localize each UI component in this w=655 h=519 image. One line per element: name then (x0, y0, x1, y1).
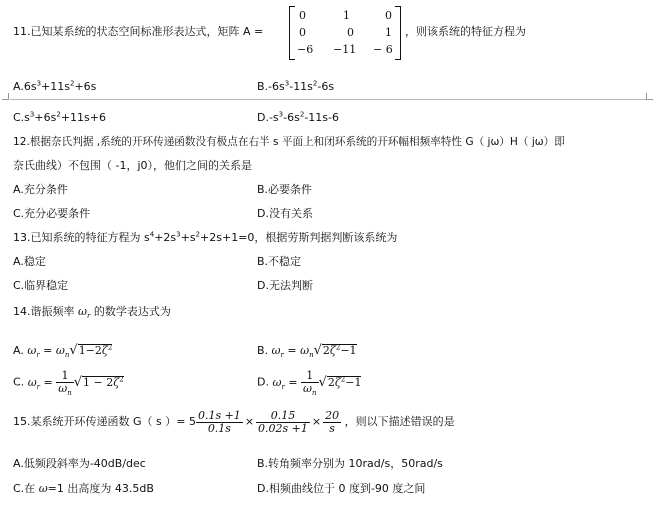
q13-option-d: D.无法判断 (257, 279, 313, 292)
q13-stem: 13.已知系统的特征方程为 $s^4+2s^3+s^2+2s+1=0$，根据劳斯判据判断该系统为 (13, 230, 398, 244)
matrix-cell: − 6 (373, 43, 393, 56)
q12-option-c: C.充分必要条件 (13, 207, 91, 220)
matrix-left-bracket (289, 6, 295, 60)
matrix-cell: −6 (297, 43, 314, 56)
matrix-cell: 1 (343, 9, 350, 22)
q11-option-d: $D.-s^3-6s^2-11s-6$ (257, 110, 339, 124)
q15-option-b: B.转角频率分别为 10rad/s，50rad/s (257, 457, 443, 470)
q12-option-b: B.必要条件 (257, 183, 313, 196)
q15-option-a: A.低频段斜率为-40dB/dec (13, 457, 146, 470)
q12-stem-line1: 12.根据奈氏判据 ,系统的开环传递函数没有极点在右半 s 平面上和闭环系统的开环幅相频率特性 G（ jω）H（ jω）即 (13, 136, 565, 148)
q14-stem: 14.谐振频率 $\omega_r$ 的数学表达式为 (13, 305, 171, 321)
q14-option-c: C. $\omega_r$ = $\frac{1}{\omega_n}$ $√1 - 2\zeta^2$ (13, 369, 124, 398)
page-corner-mark (646, 93, 653, 100)
q15-stem: 15.某系统开环传递函数 G（ s ）= 5 $\frac{0.1s +1}{0.1s}$ × $\frac{0.15}{0.02s +1}$ × $\frac{20}{s}$ ，则以下描述错误的是 (13, 408, 455, 435)
q11-stem-post: ，则该系统的特征方程为 (405, 25, 526, 38)
matrix-cell: 0 (299, 9, 306, 22)
matrix-cell: 0 (299, 26, 306, 39)
q11-option-c: $C.s^3+6s^2+11s+6$ (13, 110, 106, 124)
page-corner-mark (2, 93, 9, 100)
q15-option-d: D.相频曲线位于 0 度到-90 度之间 (257, 482, 426, 495)
q12-option-a: A.充分条件 (13, 183, 68, 196)
q15-option-c: C.在 ω=1 出高度为 43.5dB (13, 482, 154, 495)
q14-option-a: A. $\omega_r = \omega_n√1-2\zeta^2$ (13, 343, 113, 360)
q11-stem-pre: 11.已知某系统的状态空间标准形表达式，矩阵 A = (13, 25, 264, 38)
q12-option-d: D.没有关系 (257, 207, 313, 220)
q11-option-a: $A.6s^3+11s^2+6s$ (13, 79, 97, 93)
matrix-right-bracket (395, 6, 401, 60)
matrix-cell: 0 (385, 9, 392, 22)
q12-stem-line2: 奈氏曲线）不包围（ -1，j0），他们之间的关系是 (13, 159, 253, 172)
matrix-cell: 0 (347, 26, 354, 39)
q13-option-a: A.稳定 (13, 255, 46, 268)
q11-matrix-a (289, 6, 401, 58)
q11-stem (13, 25, 263, 39)
q14-option-b: B. $\omega_r = \omega_n√2\zeta^2-1$ (257, 343, 357, 360)
q14-option-d: D. $\omega_r$ = $\frac{1}{\omega_n}$ $√2\zeta^2-1$ (257, 369, 362, 398)
q11-option-b: $B.-6s^3-11s^2-6s$ (257, 79, 335, 93)
matrix-cell: −11 (333, 43, 357, 56)
q13-option-c: C.临界稳定 (13, 279, 69, 292)
page-divider (10, 99, 646, 100)
q13-option-b: B.不稳定 (257, 255, 302, 268)
matrix-cell: 1 (385, 26, 392, 39)
